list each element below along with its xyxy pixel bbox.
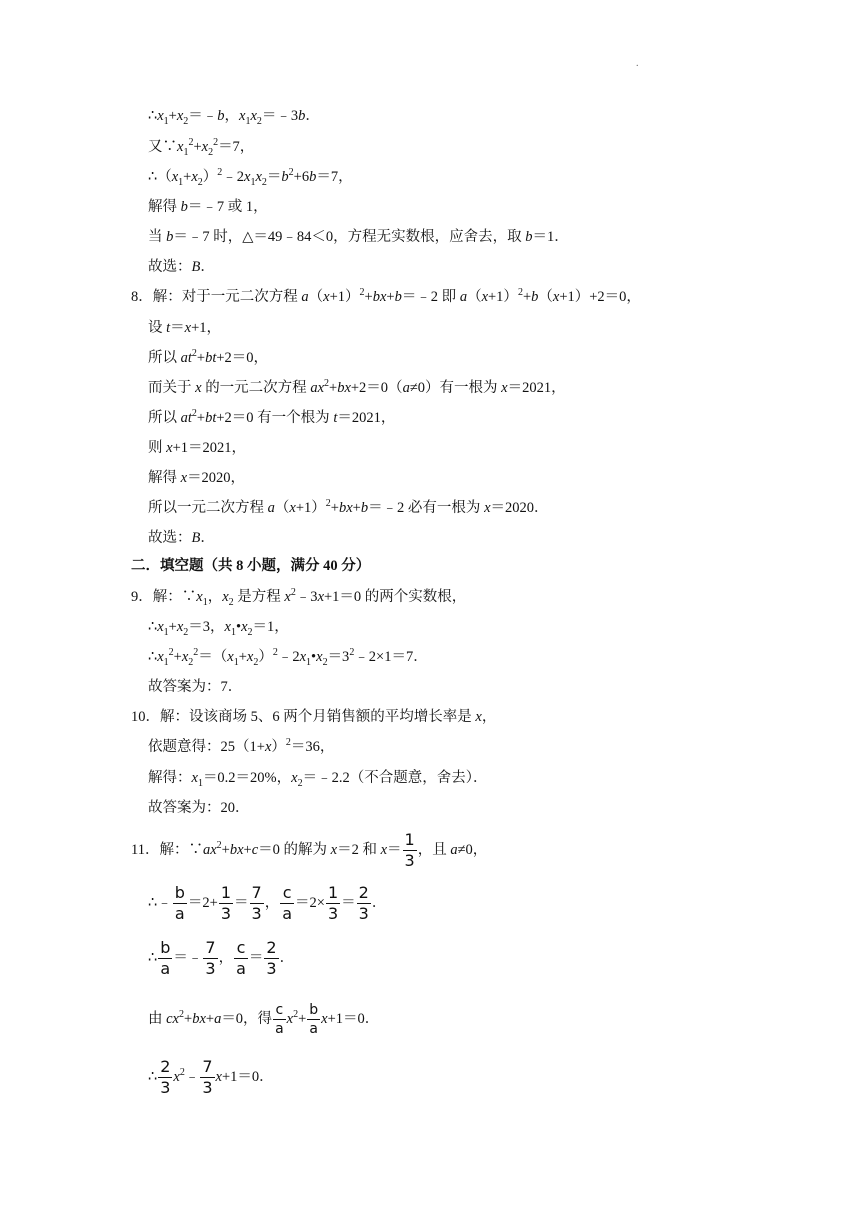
fraction-one-third: $\frac{1}{3}$ [404, 830, 415, 871]
q8-line-3: 所以 $at^2+bt+2=0$， [148, 348, 269, 366]
q9-line-3: $\therefore x_1^2+x_2^2=(x_1+x_2)^2﹣2x_1•x_2=3^2﹣2\times 1=7$． [148, 647, 428, 668]
fraction-two-thirds: $\frac{2}{3}$ [266, 938, 277, 979]
q7-line-1: $\therefore x_1+x_2=﹣b$，$x_1x_2=﹣3b$． [148, 108, 320, 127]
q8-line-9: 故选：B． [148, 530, 215, 546]
q10-line-1-text: 10．解：设该商场 5、6 两个月销售额的平均增长率是 [131, 709, 472, 725]
fraction-b-over-a: $\frac{b}{a}$ [309, 1002, 319, 1038]
q8-line-1: 8．解：对于一元二次方程 $a(x+1)^2+bx+b=﹣2$ 即 $a(x+1)^2+b(x+1)+2=0$， [131, 287, 641, 305]
fraction-one-third: $\frac{1}{3}$ [220, 883, 232, 924]
q11-line-3: ∴ $\frac{b}{a}$ ＝﹣ $\frac{7}{3}$ ， $\frac{c}{a}$ ＝ $\frac{2}{3}$ ． [148, 938, 295, 979]
q10-line-4: 故答案为：20． [148, 800, 250, 816]
fraction-two-thirds: $\frac{2}{3}$ [160, 1057, 171, 1098]
fraction-one-third: $\frac{1}{3}$ [327, 883, 339, 924]
header-mark: . [636, 58, 639, 69]
q9-line-4: 故答案为：7． [148, 679, 243, 695]
q11-line-5: ∴ $\frac{2}{3}$ $x^2﹣$ $\frac{7}{3}$ x+1＝0． [148, 1057, 274, 1098]
q7-line-6: 故选：B． [148, 259, 215, 275]
q8-line-4: 而关于 x 的一元二次方程 $ax^2+bx+2=0(a\ne 0)$有一根为 x＝2021， [148, 378, 566, 396]
q10-line-3: 解得：$x_1=0.2=20\%$，$x_2=﹣2.2$（不合题意，舍去）． [148, 770, 488, 789]
fraction-seven-thirds: $\frac{7}{3}$ [205, 938, 216, 979]
fraction-seven-thirds: $\frac{7}{3}$ [251, 883, 262, 924]
q8-line-2: 设 t＝x+1， [148, 320, 222, 336]
q11-line-1: 11．解：$\because ax^2+bx+c=0$ 的解为 x＝2 和 x＝ $\frac{1}{3}$ ，且 a≠0， [131, 830, 488, 871]
q8-line-5: 所以 $at^2+bt+2=0$ 有一个根为 t＝2021， [148, 408, 396, 426]
fraction-c-over-a: $\frac{c}{a}$ [236, 938, 246, 979]
fraction-c-over-a: $\frac{c}{a}$ [275, 1002, 284, 1038]
q11-line-4: 由 $cx^2+bx+a=0$，得 $\frac{c}{a}$ $x^2+$ $\frac{b}{a}$ x+1＝0． [148, 1002, 380, 1038]
q7-line-2: 又$\because x_1^2+x_2^2=7$， [148, 137, 255, 158]
q10-line-1: 10．解：设该商场 5、6 两个月销售额的平均增长率是 x， [131, 709, 497, 725]
fraction-b-over-a: $\frac{b}{a}$ [160, 938, 171, 979]
q8-line-7: 解得 x＝2020， [148, 470, 246, 486]
fraction-two-thirds: $\frac{2}{3}$ [358, 883, 369, 924]
section-heading: 二．填空题（共 8 小题，满分 40 分） [131, 558, 371, 574]
q7-line-3: $\therefore(x_1+x_2)^2﹣2x_1x_2=b^2+6b=7$， [148, 167, 353, 188]
q7-line-5: 当 b＝﹣7 时，△＝49﹣84＜0，方程无实数根，应舍去，取 b＝1． [148, 229, 569, 245]
fraction-seven-thirds: $\frac{7}{3}$ [202, 1057, 213, 1098]
fraction-c-over-a: $\frac{c}{a}$ [282, 883, 293, 924]
q11-line-2: ∴﹣ $\frac{b}{a}$ ＝2+ $\frac{1}{3}$ ＝ $\frac{7}{3}$ ， $\frac{c}{a}$ ＝2× $\frac{1}{3}$ ＝ $\frac{2}{3}$ ． [148, 883, 387, 924]
q10-line-2: 依题意得：$25(1+x)^2=36$， [148, 737, 335, 755]
fraction-b-over-a: $\frac{b}{a}$ [174, 883, 185, 924]
q8-line-8: 所以一元二次方程 $a(x+1)^2+bx+b=﹣2$ 必有一根为 x＝2020． [148, 498, 549, 516]
q9-line-1: 9．解：$\because x_1$，$x_2$ 是方程 $x^2﹣3x+1=0$ 的两个实数根， [131, 587, 467, 608]
q8-line-6: 则 x+1＝2021， [148, 440, 246, 456]
q7-line-4: 解得 b＝﹣7 或 1， [148, 199, 268, 215]
q9-line-2: $\therefore x_1+x_2=3$，$x_1•x_2=1$， [148, 619, 289, 638]
